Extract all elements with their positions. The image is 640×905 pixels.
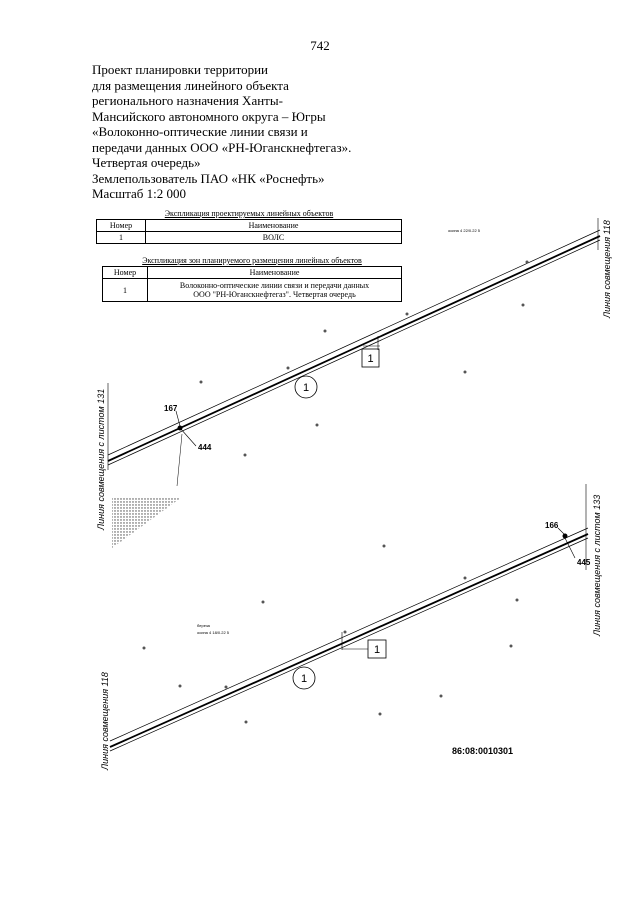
legend-zones-col-name: Наименование	[148, 267, 402, 279]
map-dot	[464, 577, 467, 580]
legend-objects-caption: Экспликация проектируемых линейных объектов	[164, 209, 334, 218]
map-dot	[179, 685, 182, 688]
map-dot	[510, 645, 513, 648]
match-line-label-right-upper: Линия совмещения 118	[602, 220, 612, 318]
map-dot	[316, 424, 319, 427]
legend-objects-col-name: Наименование	[146, 220, 402, 232]
hatched-area	[112, 497, 182, 548]
lower-note-small-top: береза	[197, 623, 210, 628]
map-dot	[516, 599, 519, 602]
header-line: Четвертая очередь»	[92, 155, 201, 170]
legend-zones-row-number: 1	[103, 279, 148, 302]
header-line: регионального назначения Ханты-	[92, 93, 283, 108]
legend-objects-row-name: ВОЛС	[146, 232, 402, 244]
corridor-edge	[108, 230, 600, 455]
header-line: «Волоконно-оптические линии связи и	[92, 124, 308, 139]
map-dot	[245, 721, 248, 724]
object-label: 1	[300, 673, 308, 685]
point-label-445: 445	[577, 558, 591, 567]
point-label-166: 166	[545, 521, 559, 530]
point-label-444: 444	[198, 443, 212, 452]
map-dot	[143, 647, 146, 650]
header-line: передачи данных ООО «РН-Юганскнефтегаз».	[92, 139, 352, 155]
map-dot	[244, 454, 247, 457]
map-dot	[379, 713, 382, 716]
map-dot	[344, 631, 347, 634]
map-dot	[225, 686, 228, 689]
lower-map-segment	[100, 484, 602, 771]
header-line: для размещения линейного объекта	[92, 77, 289, 93]
leader-line	[180, 428, 196, 446]
map-dot	[522, 304, 525, 307]
map-dot	[440, 695, 443, 698]
header-line: Землепользователь ПАО «НК «Роснефть»	[92, 170, 325, 186]
legend-zones-caption: Экспликация зон планируемого размещения линейных объектов	[142, 256, 362, 265]
upper-dots	[200, 261, 529, 457]
map-dot	[324, 330, 327, 333]
match-line-label-left-lower: Линия совмещения 118	[100, 672, 110, 770]
header-line: Проект планировки территории	[92, 62, 269, 77]
legend-objects-row-number: 1	[97, 232, 146, 244]
legend-zones-row-name-line: ООО "РН-Юганскнефтегаз". Четвертая очередь	[193, 290, 356, 299]
match-line-label-left-upper: Линия совмещения с листом 131	[96, 388, 106, 530]
map-dot	[200, 381, 203, 384]
object-label: 1	[302, 382, 310, 394]
map-dot	[287, 367, 290, 370]
lower-note-small-bottom: осина 4 18/0.22 5	[197, 630, 230, 635]
upper-note-small: осина 4 22/0.22 5	[448, 228, 481, 233]
corridor-edge	[110, 528, 588, 741]
map-dot	[262, 601, 265, 604]
corridor-edge	[108, 240, 600, 465]
zone-label: 1	[367, 353, 374, 365]
leader-line	[558, 528, 564, 534]
corridor-edge	[110, 538, 588, 751]
scale-line: Масштаб 1:2 000	[92, 186, 186, 201]
survey-line	[177, 434, 182, 486]
map-dot	[383, 545, 386, 548]
upper-map-segment	[96, 218, 612, 531]
map-dot	[464, 371, 467, 374]
zone-label: 1	[373, 644, 381, 656]
page-number: 742	[310, 38, 330, 53]
legend-objects-col-number: Номер	[97, 220, 146, 232]
lower-corridor	[110, 528, 588, 751]
boundary-point-166	[563, 534, 568, 539]
cadastral-number: 86:08:0010301	[452, 746, 514, 756]
cable-line	[110, 534, 588, 747]
legend-zones-row-name-line: Волоконно-оптические линии связи и передачи данных	[179, 281, 370, 290]
map-dot	[526, 261, 529, 264]
match-line-label-right-lower: Линия совмещения с листом 133	[592, 494, 602, 636]
legend-zones-col-number: Номер	[103, 267, 148, 279]
point-label-167: 167	[164, 404, 178, 413]
map-dot	[406, 313, 409, 316]
header-line: Мансийского автономного округа – Югры	[92, 108, 326, 124]
